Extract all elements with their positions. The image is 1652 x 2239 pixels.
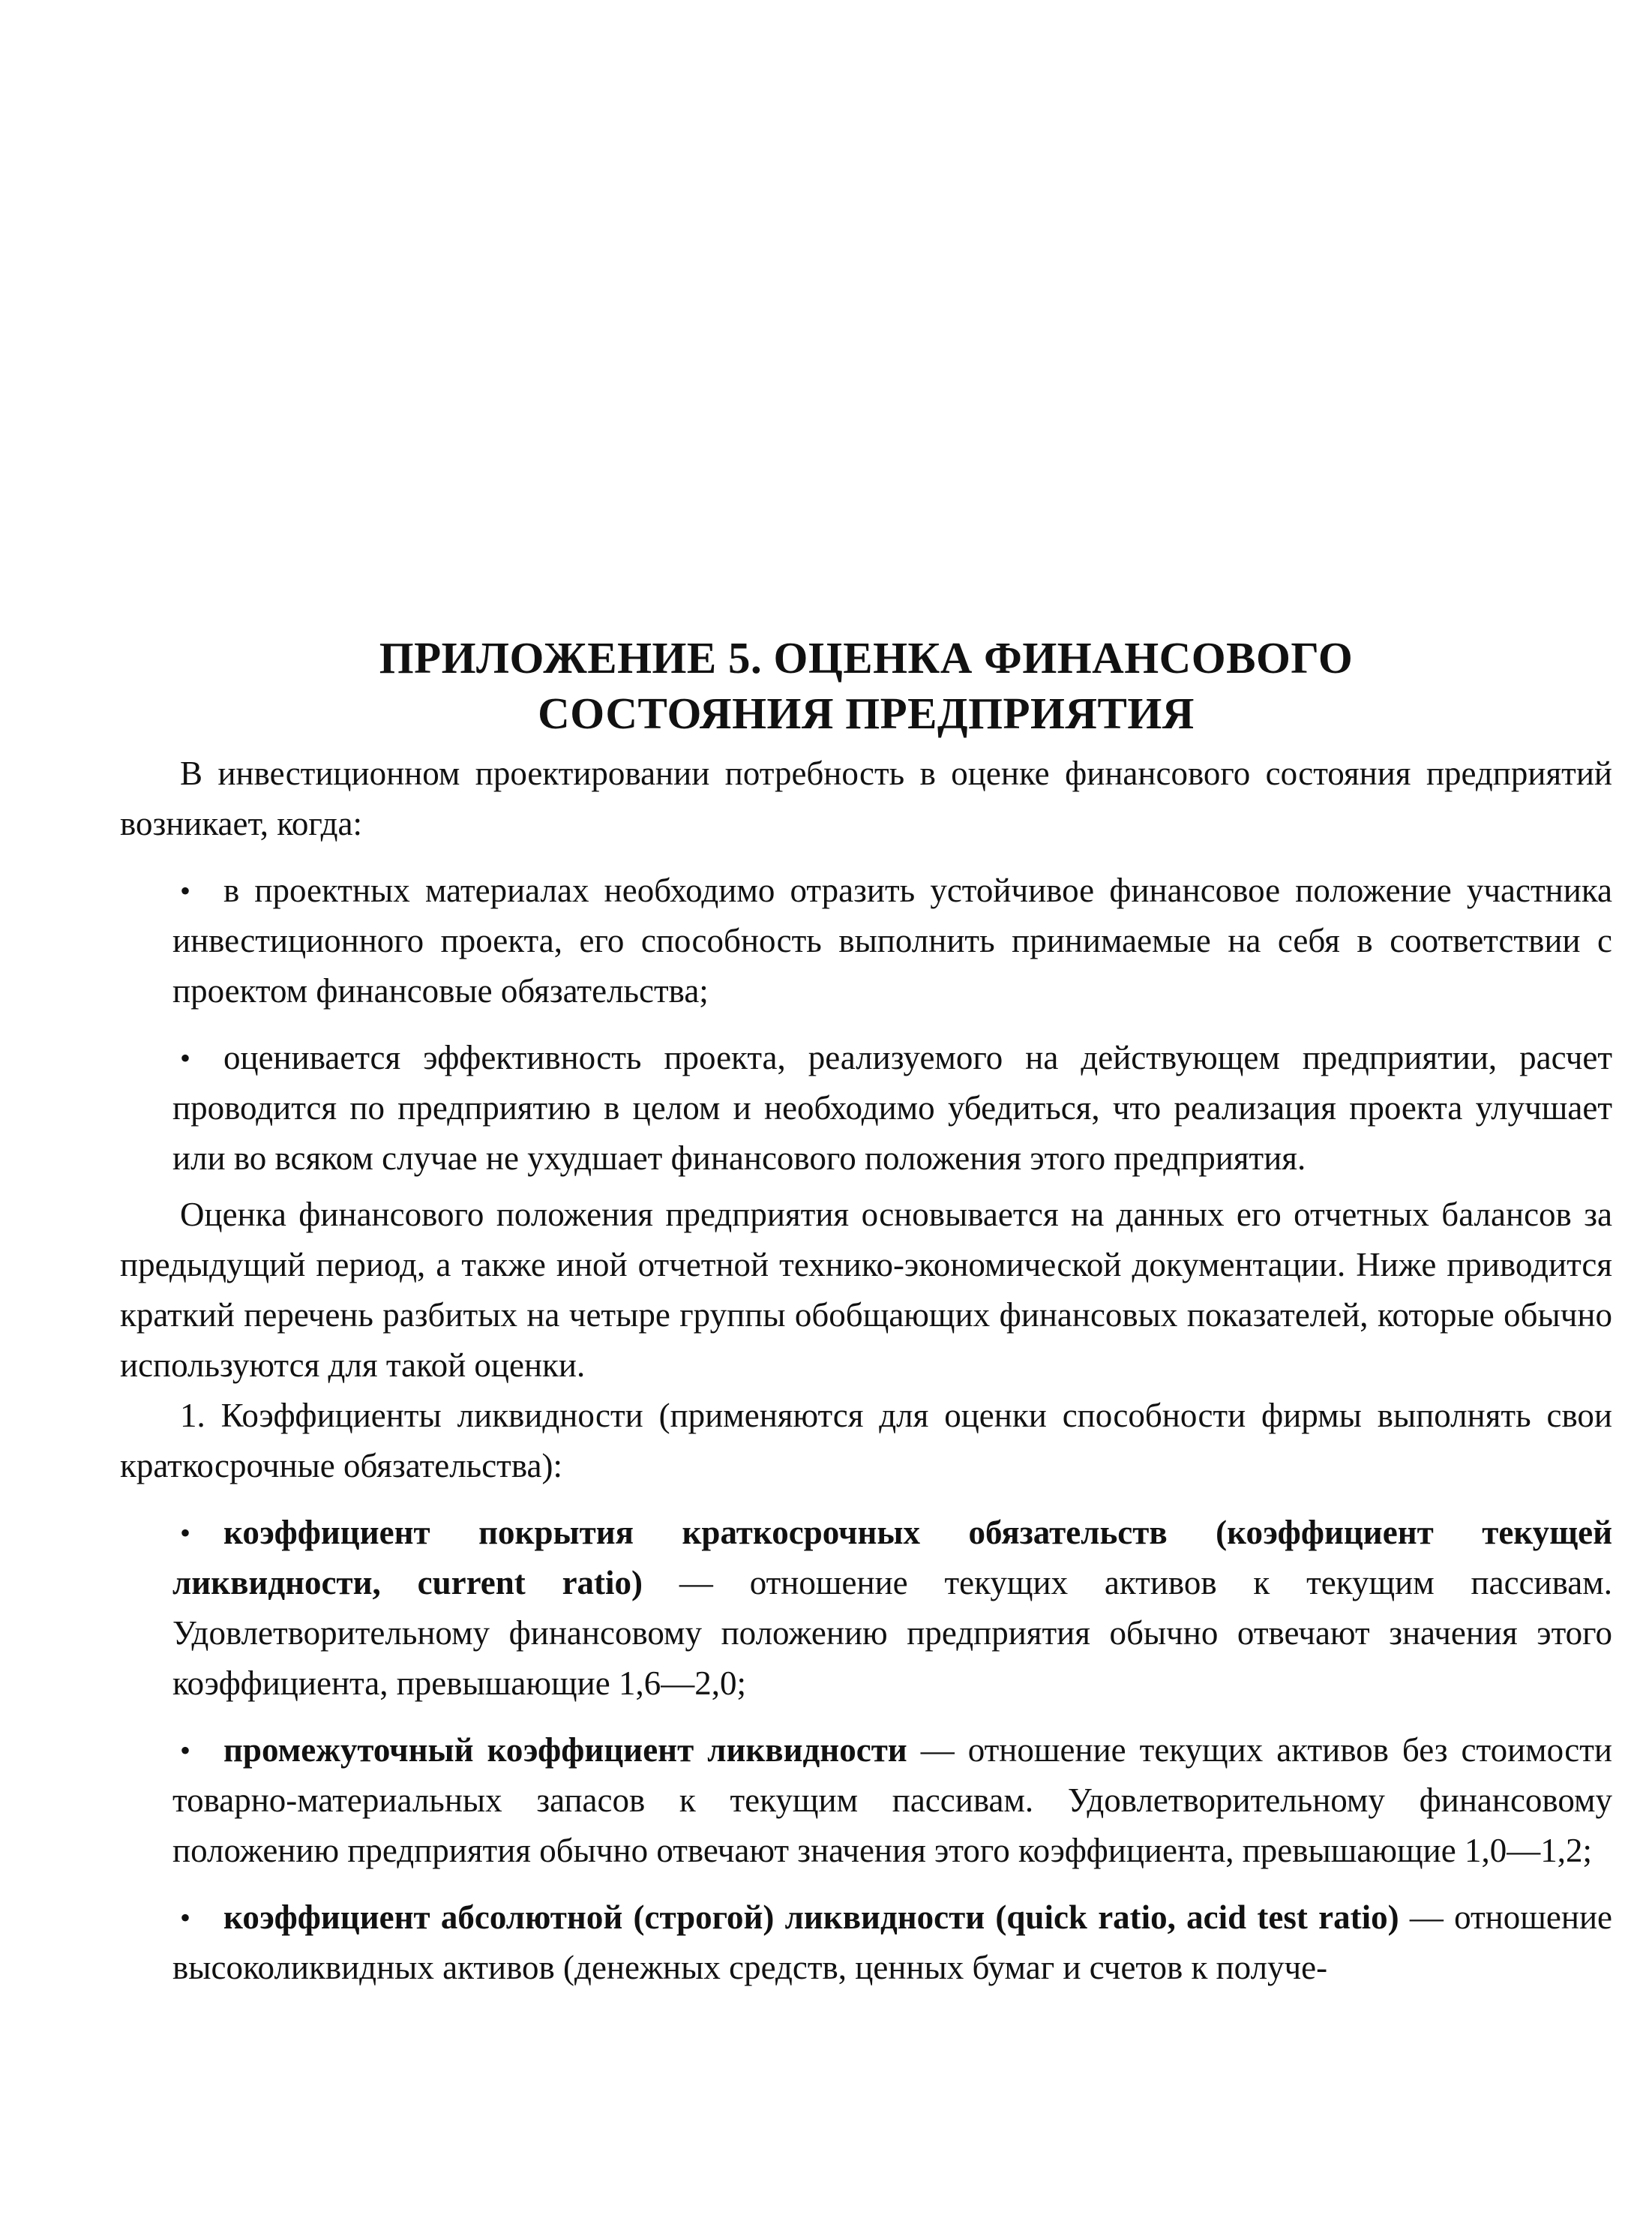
term-bold: коэффициент абсолютной (строгой) ликвидности (quick ratio, acid test ratio) [223, 1898, 1399, 1936]
term-bold: коэффициент покрытия краткосрочных обязательств (коэффициент текущей ликвидности, current ratio) [172, 1514, 1612, 1601]
bullet-icon: • [180, 1041, 191, 1075]
bullet-icon: • [180, 1733, 191, 1767]
term-bold: промежуточный коэффициент ликвидности [223, 1731, 907, 1769]
list-item [120, 1892, 1612, 1993]
bullet-icon: • [180, 874, 191, 908]
term-definition: — отношение высоколиквидных активов (денежных средств, ценных бумаг и счетов к получе- [172, 1898, 1612, 1986]
term-definition: — отношение текущих активов без стоимости товарно-материальных запасов к текущим пассивам. Удовлетворительному финансовому положению предприятия обычно отвечают значения этого коэффициента, превышающие 1,0—1,2; [172, 1731, 1612, 1869]
list-item-text: в проектных материалах необходимо отразить устойчивое финансовое положение участника инвестиционного проекта, его способность выполнить принимаемые на себя в соответствии с проектом финансовые обязательства; [172, 872, 1612, 1010]
term-definition: — отношение текущих активов к текущим пассивам. Удовлетворительному финансовому положению предприятия обычно отвечают значения этого коэффициента, превышающие 1,6—2,0; [172, 1564, 1612, 1702]
list-item [120, 1508, 1612, 1709]
list-item-text [172, 1725, 1612, 1876]
bullet-icon: • [180, 1901, 191, 1934]
section-paragraph: 1. Коэффициенты ликвидности (применяются для оценки способности фирмы выполнять свои краткосрочные обязательства): [120, 1397, 1612, 1484]
intro-paragraph: В инвестиционном проектировании потребность в оценке финансового состояния предприятий возникает, когда: [120, 755, 1612, 842]
list-item [120, 1725, 1612, 1876]
list-item-text [172, 1892, 1612, 1993]
bullet-icon: • [180, 1516, 191, 1550]
page-title [120, 630, 1612, 741]
list-item [120, 1033, 1612, 1184]
title-line-2: СОСТОЯНИЯ ПРЕДПРИЯТИЯ [538, 689, 1195, 738]
list-item [120, 866, 1612, 1016]
list-item-text [172, 1508, 1612, 1709]
title-line-1: ПРИЛОЖЕНИЕ 5. ОЦЕНКА ФИНАНСОВОГО [379, 633, 1354, 683]
document-page [120, 630, 1612, 1999]
list-item-text: оценивается эффективность проекта, реализуемого на действующем предприятии, расчет проводится по предприятию в целом и необходимо убедиться, что реализация проекта улучшает или во всяком случае не ухудшает финансового положения этого предприятия. [172, 1039, 1612, 1177]
body-paragraph: Оценка финансового положения предприятия основывается на данных его отчетных балансов за предыдущий период, а также иной отчетной технико-экономической документации. Ниже приводится краткий перечень разбитых на четыре группы обобщающих финансовых показателей, которые обычно используются для такой оценки. [120, 1196, 1612, 1384]
